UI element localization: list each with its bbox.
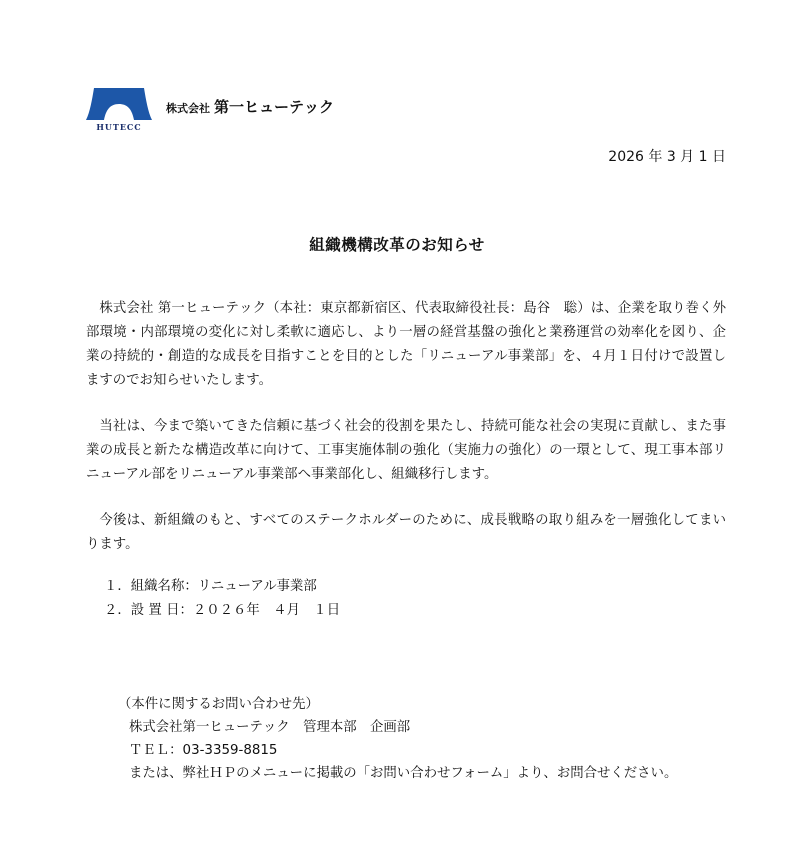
- contact-block: [118, 693, 677, 785]
- contact-note: または、弊社ＨＰのメニューに掲載の「お問い合わせフォーム」より、お問合せください。: [129, 766, 678, 781]
- company-name: 第一ヒューテック: [214, 98, 335, 116]
- page-title: 組織機構改革のお知らせ: [309, 236, 485, 254]
- company-prefix: 株式会社: [166, 102, 210, 115]
- contact-heading: （本件に関するお問い合わせ先）: [118, 697, 319, 712]
- contact-tel: ＴＥＬ：03-3359-8815: [129, 743, 278, 758]
- body-paragraph-1: 株式会社 第一ヒューテック（本社：東京都新宿区、代表取締役社長：島谷 聡）は、企業を取り巻く外部環境・内部環境の変化に対し柔軟に適応し、より一層の経営基盤の強化と業務運営の効率化を図り、企業の持続的・創造的な成長を目指すことを目的とした「リニューアル事業部」を、４月１日付けで設置しますのでお知らせいたします。: [86, 301, 726, 388]
- contact-company-dept: 株式会社第一ヒューテック 管理本部 企画部: [129, 720, 411, 735]
- body-paragraph-3: 今後は、新組織のもと、すべてのステークホルダーのために、成長戦略の取り組みを一層強化してまいります。: [86, 513, 726, 552]
- logo-caption: HUTECC: [96, 122, 142, 132]
- issue-date: 2026 年 3 月 1 日: [608, 149, 726, 165]
- detail-list: [104, 575, 340, 623]
- company-logo: [84, 86, 374, 134]
- list-item-setup-date: ２．設 置 日：２０２６年 ４月 １日: [104, 603, 341, 618]
- body-paragraph-2: 当社は、今まで築いてきた信頼に基づく社会的役割を果たし、持続可能な社会の実現に貢献し、また事業の成長と新たな構造改革に向けて、工事実施体制の強化（実施力の強化）の一環として、現工事本部リニューアル部をリニューアル事業部へ事業部化し、組織移行します。: [86, 419, 726, 482]
- logo-company-name: [166, 96, 334, 117]
- list-item-org-name: １．組織名称：リニューアル事業部: [104, 579, 317, 594]
